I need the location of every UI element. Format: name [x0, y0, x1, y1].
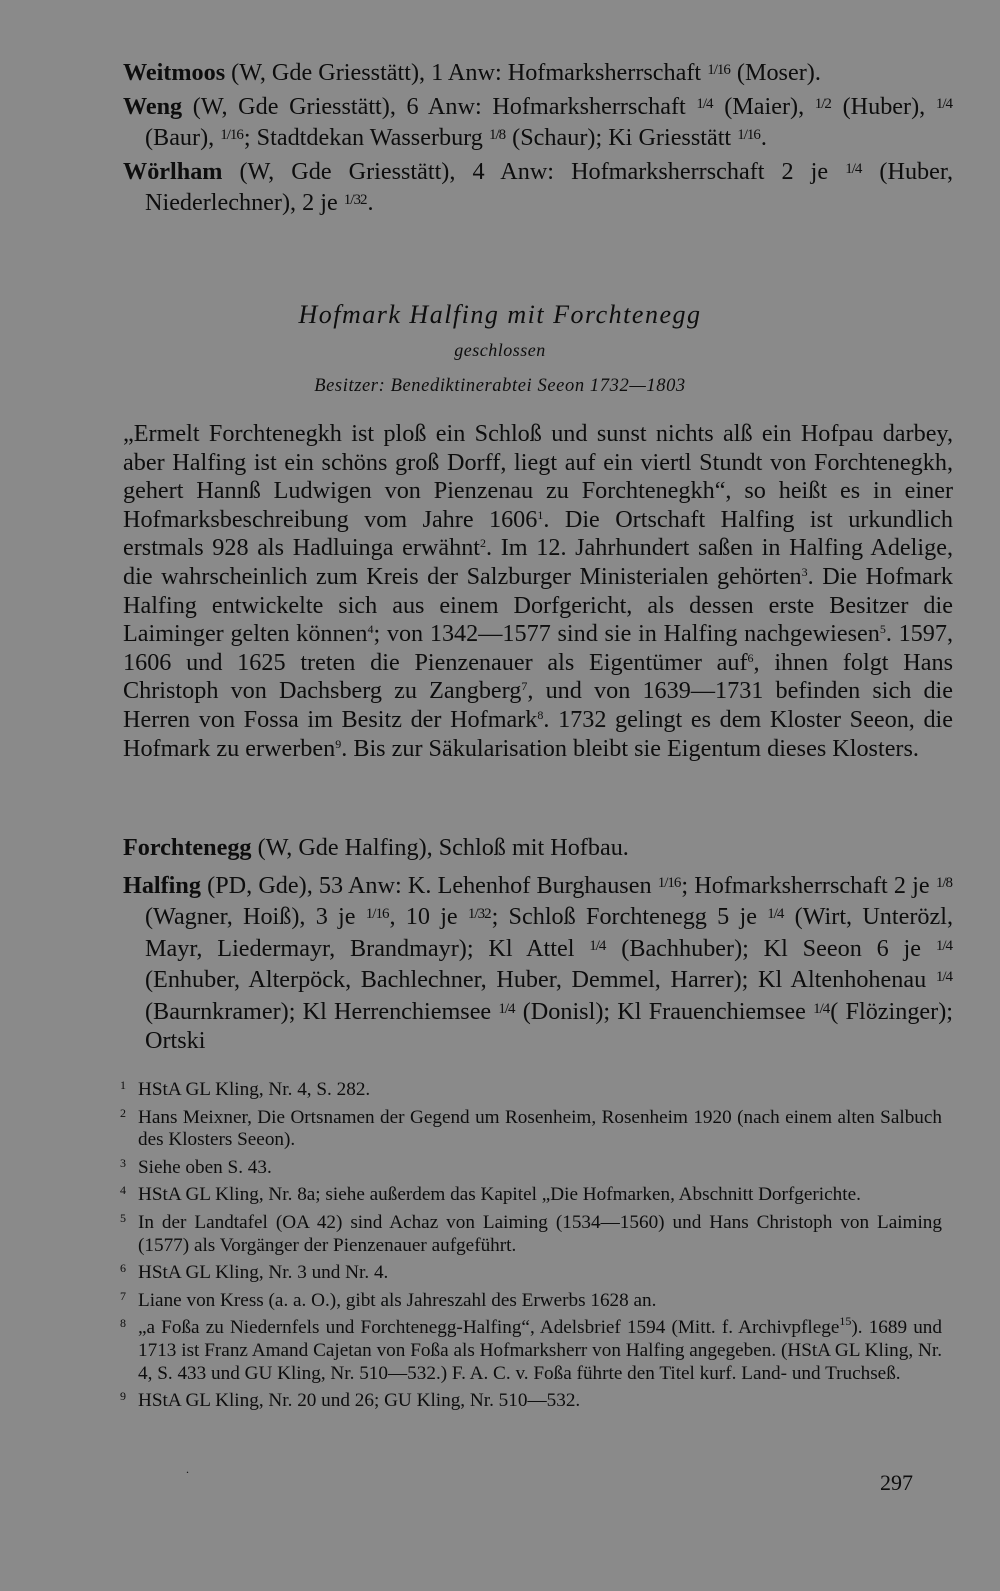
footnote-ref: 5: [879, 622, 886, 637]
section-title: Hofmark Halfing mit Forchtenegg: [298, 300, 702, 329]
entry-name: Forchtenegg: [123, 834, 252, 861]
footnotes: [120, 1074, 942, 1413]
footnote-number: 1: [120, 1078, 126, 1092]
fraction: 1/4: [696, 95, 713, 112]
footnote-ref: 2: [480, 536, 487, 551]
footnote-number: 2: [120, 1105, 126, 1120]
fraction: 1/4: [767, 906, 784, 923]
fraction: 1/4: [935, 95, 952, 112]
fraction: 1/4: [589, 937, 606, 954]
footnote-ref: 3: [801, 564, 808, 579]
footnote: 3 Siehe oben S. 43.: [120, 1152, 942, 1180]
footnote: 7 Liane von Kress (a. a. O.), gibt als Jahreszahl des Erwerbs 1628 an.: [120, 1285, 942, 1313]
body-paragraph: „Ermelt Forchtenegkh ist ploß ein Schloß und sunst nichts alß ein Hofpau darbey, aber Halfing ist ein schöns groß Dorff, liegt auf ein viertl Stundt von Forchtenegkh, gehert Hannß Ludwigen von Pienzenau zu Forchtenegkh“, so heißt es in einer Hofmarksbeschreibung vom Jahre 1606$^1$. Die Ortschaft Halfing ist urkundlich erstmals 928 als Hadluinga erwähnt$^2$. Im 12. Jahrhundert saßen in Halfing Adelige, die wahrscheinlich zum Kreis der Salzburger Ministerialen gehörten$^3$. Die Hofmark Halfing entwickelte sich aus einem Dorfgericht, als dessen erste Besitzer die Laiminger gelten können$^4$; von 1342—1577 sind sie in Halfing nachgewiesen$^5$. 1597, 1606 und 1625 treten die Pienzenauer als Eigentümer auf$^6$, ihnen folgt Hans Christoph von Dachsberg zu Zangberg$^7$, und von 1639—1731 befinden sich die Herren von Fossa im Besitz der Hofmark$^8$. 1732 gelingt es dem Kloster Seeon, die Hofmark zu erwerben$^9$. Bis zur Säkularisation bleibt sie Eigentum dieses Klosters.: [123, 420, 954, 762]
fraction: 1/16: [657, 874, 681, 891]
footnote-number: 5: [120, 1210, 126, 1225]
entry-forchtenegg: Forchtenegg (W, Gde Halfing), Schloß mit Hofbau.: [123, 834, 629, 861]
fraction: 1/4: [498, 1000, 515, 1017]
footnote-number: 8: [120, 1316, 126, 1331]
footnote: 4 HStA GL Kling, Nr. 8a; siehe außerdem das Kapitel „Die Hofmarken, Abschnitt Dorfgerichte.: [120, 1179, 942, 1207]
entry-name: Weitmoos: [123, 59, 226, 86]
fraction: 1/8: [488, 127, 506, 144]
fraction: 1/16: [707, 62, 730, 78]
fraction: 1/2: [814, 95, 831, 112]
footnote: 6 HStA GL Kling, Nr. 3 und Nr. 4.: [120, 1257, 942, 1285]
footnote: 5 In der Landtafel (OA 42) sind Achaz von Laiming (1534—1560) und Hans Christoph von Laiming (1577) als Vorgänger der Pienzenauer aufgeführt.: [120, 1207, 942, 1257]
section-subtitle: geschlossen: [454, 340, 546, 360]
fraction: 1/4: [935, 937, 952, 954]
fraction: 1/16: [737, 127, 760, 144]
place-entries-halfing: [123, 834, 953, 1057]
footnote-ref: 9: [335, 736, 342, 751]
place-entries-top: [123, 56, 953, 220]
footnote: 8 „a Foßa zu Niedernfels und Forchtenegg-Halfing“, Adelsbrief 1594 (Mitt. f. Archivpflege$^{15}$). 1689 und 1713 ist Franz Amand Cajetan von Foßa als Hofmarksherr von Halfing angegeben. (HStA GL Kling, Nr. 4, S. 433 und GU Kling, Nr. 510—532.) F. A. C. v. Foßa führte den Titel kurf. Land- und Truchseß.: [120, 1314, 942, 1384]
entry-halfing: Halfing (PD, Gde), 53 Anw: K. Lehenhof Burghausen $^{1/16}$; Hofmarksherrschaft 2 je $^{1/8}$ (Wagner, Hoiß), 3 je $^{1/16}$, 10 je $^{1/32}$; Schloß Forchtenegg 5 je $^{1/4}$ (Wirt, Unterözl, Mayr, Liedermayr, Brandmayr); Kl Attel $^{1/4}$ (Bachhuber); Kl Seeon 6 je $^{1/4}$ (Enhuber, Alterpöck, Bachlechner, Huber, Demmel, Harrer); Kl Altenhohenau $^{1/4}$ (Baurnkramer); Kl Herrenchiemsee $^{1/4}$ (Donisl); Kl Frauenchiemsee $^{1/4}$( Flözinger); Ortski: [123, 871, 954, 1054]
footnote-ref: 7: [521, 679, 528, 694]
footnote: 1 HStA GL Kling, Nr. 4, S. 282.: [120, 1074, 942, 1102]
footnote-number: 6: [120, 1261, 126, 1276]
stray-mark: .: [186, 1462, 189, 1476]
page-number: 297: [880, 1470, 913, 1495]
footnote: 9 HStA GL Kling, Nr. 20 und 26; GU Kling, Nr. 510—532.: [120, 1385, 942, 1413]
footnote-ref: 1: [537, 507, 544, 522]
fraction: 1/4: [935, 969, 952, 986]
entry-woerlham: Wörlham (W, Gde Griesstätt), 4 Anw: Hofmarksherrschaft 2 je $^{1/4}$ (Huber, Niederlechner), 2 je $^{1/32}$.: [123, 157, 954, 217]
section-owner: Besitzer: Benediktinerabtei Seeon 1732—1803: [314, 376, 686, 396]
footnote-number: 4: [120, 1183, 126, 1198]
fraction: 1/16: [365, 906, 389, 923]
fraction: 1/32: [467, 906, 491, 923]
entry-name: Weng: [123, 92, 183, 120]
footnote-number: 3: [120, 1155, 126, 1170]
footnote-ref: 15: [839, 1314, 852, 1329]
footnote-ref: 4: [367, 622, 374, 637]
entry-name: Wörlham: [123, 157, 223, 185]
entry-name: Halfing: [123, 871, 201, 899]
fraction: 1/8: [935, 874, 952, 891]
footnote-number: 7: [120, 1288, 126, 1303]
footnote: 2 Hans Meixner, Die Ortsnamen der Gegend um Rosenheim, Rosenheim 1920 (nach einem alten Salbuch des Klosters Seeon).: [120, 1102, 942, 1152]
entry-weitmoos: Weitmoos (W, Gde Griesstätt), 1 Anw: Hofmarksherrschaft $^{1/16}$ (Moser).: [123, 59, 821, 86]
footnote-ref: 6: [747, 650, 754, 665]
footnote-ref: 8: [537, 707, 544, 722]
footnote-number: 9: [120, 1389, 126, 1404]
fraction: 1/4: [813, 1000, 830, 1017]
fraction: 1/4: [845, 160, 862, 177]
entry-weng: Weng (W, Gde Griesstätt), 6 Anw: Hofmarksherrschaft $^{1/4}$ (Maier), $^{1/2}$ (Huber), $^{1/4}$ (Baur), $^{1/16}$; Stadtdekan Wasserburg $^{1/8}$ (Schaur); Ki Griesstätt $^{1/16}$.: [123, 92, 952, 152]
fraction: 1/16: [220, 127, 243, 144]
fraction: 1/32: [343, 192, 367, 209]
